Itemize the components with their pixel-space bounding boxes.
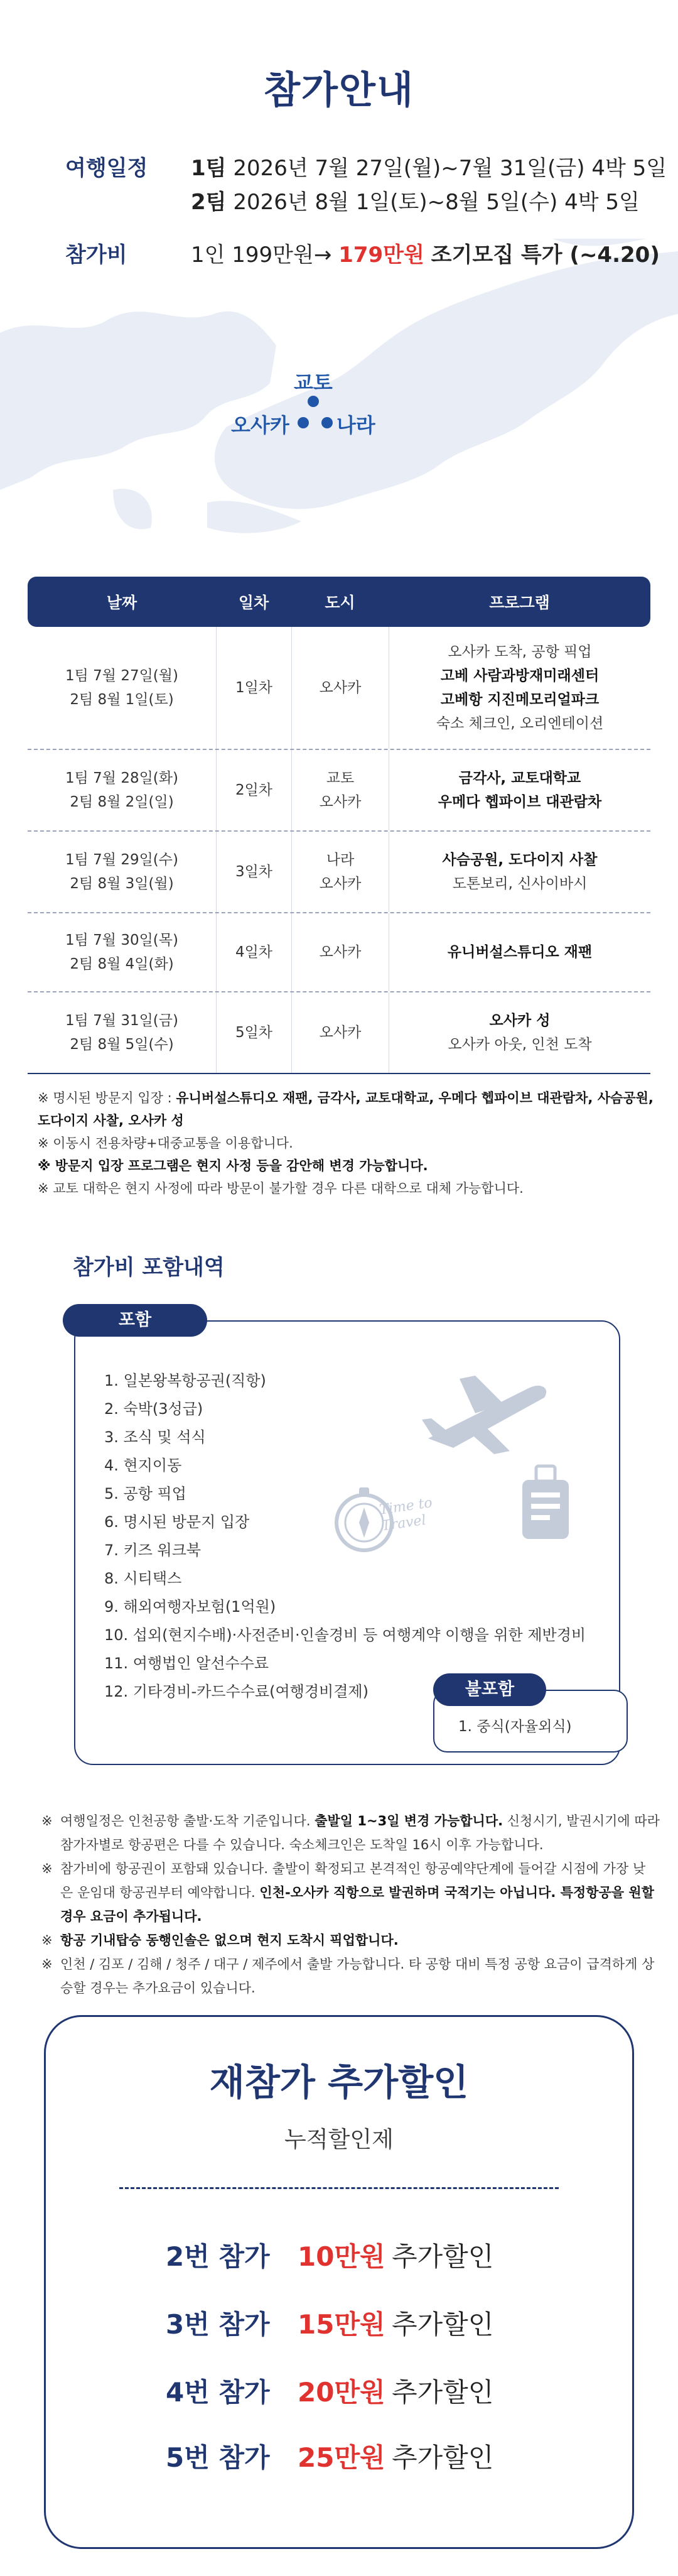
list-item: 3. 조식 및 석식 [104, 1428, 206, 1446]
list-item: 6. 명시된 방문지 입장 [104, 1513, 250, 1531]
hero-section [0, 0, 678, 553]
row-program: 숙소 체크인, 오리엔테이션 [436, 715, 604, 732]
team2-dates: 2팀 2026년 8월 1일(토)~8월 5일(수) 4박 5일 [191, 190, 640, 215]
discount-divider [119, 2187, 559, 2189]
header-program: 프로그램 [489, 594, 550, 612]
table-row [28, 913, 650, 992]
flight-note: ※ 인천 / 김포 / 김해 / 청주 / 대구 / 제주에서 출발 가능합니다. 타 공항 대비 특정 공항 요금이 급격하게 상 승할 경우는 추가요금이 있습니다. [41, 1952, 663, 2000]
japan-map-illustration [0, 239, 678, 540]
schedule-table [28, 577, 650, 1074]
page-title: 참가안내 [264, 68, 414, 112]
row-program: 고베 사람과방재미래센터 [440, 668, 600, 684]
header-date: 날짜 [106, 594, 137, 612]
list-item: 8. 시티택스 [104, 1570, 182, 1587]
row-program: 유니버설스튜디오 재팬 [447, 944, 593, 960]
nara-dot [321, 417, 333, 428]
discount-row: 3번 참가 15만원 추가할인 [166, 2309, 494, 2340]
discount-row: 5번 참가 25만원 추가할인 [166, 2442, 494, 2473]
row-program: 고베항 지진메모리얼파크 [440, 692, 600, 708]
row-date2: 2팀 8월 2일(일) [70, 794, 174, 810]
fee-text: 1인 199만원→ 179만원 조기모집 특가 (~4.20) [191, 242, 660, 268]
row-city: 나라 [326, 852, 355, 868]
suitcase-icon [517, 1464, 574, 1545]
row-city: 교토 [326, 770, 355, 786]
airplane-icon [416, 1369, 554, 1457]
schedule-notes: ※ 명시된 방문지 입장 : 유니버설스튜디오 재팬, 금각사, 교토대학교, 우메다 헵파이브 대관람차, 사슴공원, 도다이지 사찰, 오사카 성 ※ 이동시 전용차량+대중교통을 이용합니다. ※ 방문지 입장 프로그램은 현지 사정 등을 감안해 변경 가능합니다. ※ 교토 대학은 현지 사정에 따라 방문이 불가할 경우 다른 대학으로 대체 가능합니다. [38, 1090, 654, 1196]
row-date2: 2팀 8월 5일(수) [70, 1036, 174, 1053]
flight-notes [41, 1809, 663, 2000]
row-day: 2일차 [235, 782, 273, 798]
time-to-travel-stamp: Time to Travel [378, 1495, 434, 1535]
fee-label: 참가비 [65, 242, 127, 268]
flight-note: ※ 여행일정은 인천공항 출발·도착 기준입니다. 출발일 1~3일 변경 가능합니다. 신청시기, 발권시기에 따라 참가자별로 항공편은 다를 수 있습니다. 숙소체크인은 도착일 16시 이후 가능합니다. [41, 1809, 663, 1857]
row-program: 사슴공원, 도다이지 사찰 [442, 852, 598, 868]
excluded-pill: 불포함 [433, 1673, 546, 1706]
list-item: 7. 키즈 워크북 [104, 1541, 202, 1559]
list-item: 11. 여행법인 알선수수료 [104, 1655, 269, 1672]
list-item: 12. 기타경비-카드수수료(여행경비결제) [104, 1683, 369, 1700]
team1-dates: 1팀 2026년 7월 27일(월)~7월 31일(금) 4박 5일 [191, 156, 667, 181]
row-date1: 1팀 7월 27일(월) [65, 668, 178, 684]
row-day: 5일차 [235, 1024, 273, 1041]
discount-title: 재참가 추가할인 [209, 2061, 469, 2104]
header-city: 도시 [325, 594, 355, 612]
row-date2: 2팀 8월 4일(화) [70, 956, 174, 972]
row-city: 오사카 [319, 794, 362, 810]
row-program: 금각사, 교토대학교 [458, 770, 581, 786]
flight-note: ※ 참가비에 항공권이 포함돼 있습니다. 출발이 확정되고 본격적인 항공예약단계에 들어갈 시점에 가장 낮 은 운임대 항공권부터 예약합니다. 인천-오사카 직항으로 발권하며 국적기는 아닙니다. 특정항공을 원할 경우 요금이 추가됩니다. [41, 1857, 663, 1928]
row-city: 오사카 [319, 1024, 362, 1041]
city-nara: 나라 [336, 413, 375, 437]
excluded-item: 1. 중식(자율외식) [458, 1719, 572, 1735]
inclusion-heading: 참가비 포함내역 [73, 1255, 225, 1280]
row-day: 1일차 [235, 680, 273, 696]
list-item: 2. 숙박(3성급) [104, 1400, 203, 1418]
table-row [28, 992, 650, 1074]
list-item: 4. 현지이동 [104, 1457, 182, 1474]
row-program: 도톤보리, 신사이바시 [452, 876, 588, 892]
osaka-dot [298, 417, 309, 428]
city-kyoto: 교토 [294, 371, 333, 394]
schedule-label: 여행일정 [65, 156, 148, 181]
row-date1: 1팀 7월 31일(금) [65, 1013, 178, 1029]
table-row [28, 832, 650, 913]
list-item: 5. 공항 픽업 [104, 1485, 186, 1503]
header-day: 일차 [238, 594, 269, 612]
row-date1: 1팀 7월 29일(수) [65, 852, 178, 868]
kyoto-dot [308, 396, 319, 407]
discount-subtitle: 누적할인제 [284, 2127, 394, 2153]
row-city: 오사카 [319, 944, 362, 960]
row-date1: 1팀 7월 28일(화) [65, 770, 178, 786]
table-header [28, 577, 650, 627]
list-item: 9. 해외여행자보험(1억원) [104, 1598, 276, 1616]
row-day: 3일차 [235, 864, 273, 880]
discount-row: 2번 참가 10만원 추가할인 [166, 2241, 494, 2272]
included-pill: 포함 [63, 1304, 207, 1337]
fee-discount: 179만원 [338, 242, 424, 268]
row-city: 오사카 [319, 876, 362, 892]
row-program: 오사카 성 [489, 1013, 551, 1029]
row-date2: 2팀 8월 3일(월) [70, 876, 174, 892]
row-city: 오사카 [319, 680, 362, 696]
row-date2: 2팀 8월 1일(토) [70, 692, 174, 708]
table-row [28, 627, 650, 750]
row-program: 오사카 도착, 공항 픽업 [448, 644, 592, 660]
table-row [28, 750, 650, 832]
row-program: 오사카 아웃, 인천 도착 [448, 1036, 592, 1053]
row-program: 우메다 헵파이브 대관람차 [438, 794, 602, 810]
flight-note: ※ 항공 기내탑승 동행인솔은 없으며 현지 도착시 픽업합니다. [41, 1928, 663, 1952]
row-date1: 1팀 7월 30일(목) [65, 932, 178, 948]
city-osaka: 오사카 [231, 413, 289, 437]
list-item: 1. 일본왕복항공권(직항) [104, 1372, 266, 1389]
discount-row: 4번 참가 20만원 추가할인 [166, 2377, 494, 2408]
list-item: 10. 섭외(현지수배)·사전준비·인솔경비 등 여행계약 이행을 위한 제반경비 [104, 1626, 586, 1644]
row-day: 4일차 [235, 944, 273, 960]
